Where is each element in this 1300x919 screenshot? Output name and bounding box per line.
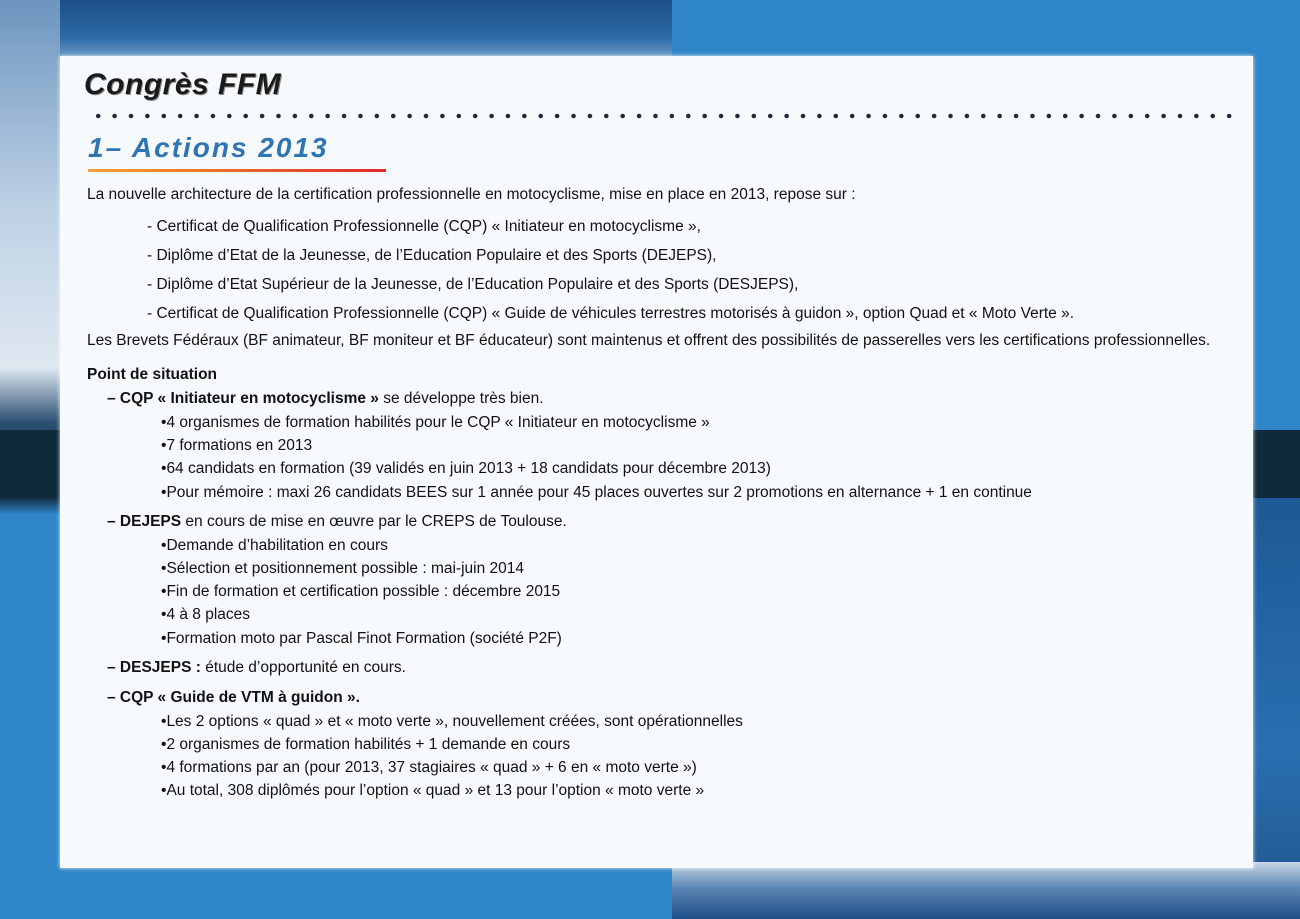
- group-suffix: étude d’opportunité en cours.: [200, 658, 406, 676]
- group-suffix: se développe très bien.: [378, 390, 544, 407]
- list-item: • Les 2 options « quad » et « moto verte », nouvellement créées, sont opérationnelles: [161, 710, 1233, 733]
- list-item: • Demande d’habilitation en cours: [161, 534, 1233, 557]
- background-photo-bottom: [672, 862, 1300, 919]
- group-heading: [107, 686, 1233, 710]
- group-heading: [107, 656, 1233, 680]
- background-photo-top: [0, 0, 672, 62]
- brevets-paragraph: Les Brevets Fédéraux (BF animateur, BF moniteur et BF éducateur) sont maintenus et offrent des possibilités de passerelles vers les certifications professionnelles.: [87, 332, 1211, 349]
- heading-underline: [88, 169, 386, 172]
- list-item: - Certificat de Qualification Professionnelle (CQP) « Initiateur en motocyclisme »,: [147, 212, 1233, 241]
- page-title: Congrès FFM: [84, 68, 282, 101]
- situation-group-desjeps: [107, 656, 1233, 680]
- situation-group-dejeps: [107, 510, 1233, 650]
- content-panel: [60, 56, 1253, 868]
- situation-group-cqp-initiateur: [107, 387, 1233, 504]
- background-band-left: [0, 430, 60, 498]
- situation-group-cqp-guide: [107, 686, 1233, 803]
- list-item: • Fin de formation et certification possible : décembre 2015: [161, 580, 1233, 603]
- dotted-divider: [90, 113, 1240, 119]
- group-label: – CQP « Initiateur en motocyclisme »: [107, 390, 379, 407]
- list-item: • 4 à 8 places: [161, 603, 1233, 626]
- list-item: • Au total, 308 diplômés pour l’option « quad » et 13 pour l’option « moto verte »: [161, 779, 1233, 802]
- body-text: [87, 183, 1233, 803]
- list-item: • 64 candidats en formation (39 validés en juin 2013 + 18 candidats pour décembre 2013): [161, 457, 1233, 480]
- list-item: • 7 formations en 2013: [161, 434, 1233, 457]
- group-label: – CQP « Guide de VTM à guidon ».: [107, 688, 360, 706]
- group-suffix: en cours de mise en œuvre par le CREPS de Toulouse.: [181, 512, 567, 530]
- list-item: • Sélection et positionnement possible : mai-juin 2014: [161, 557, 1233, 580]
- group-label: – DESJEPS :: [107, 658, 201, 676]
- bullet-list: [107, 534, 1233, 650]
- bullet-list: [107, 411, 1233, 504]
- group-label: – DEJEPS: [107, 512, 182, 530]
- certification-list: [87, 212, 1233, 328]
- list-item: - Certificat de Qualification Professionnelle (CQP) « Guide de véhicules terrestres motorisés à guidon », option Quad et « Moto Verte ».: [147, 299, 1233, 328]
- list-item: - Diplôme d’Etat de la Jeunesse, de l’Education Populaire et des Sports (DEJEPS),: [147, 241, 1233, 270]
- list-item: • 4 formations par an (pour 2013, 37 stagiaires « quad » + 6 en « moto verte »): [161, 756, 1233, 779]
- group-heading: [107, 510, 1233, 534]
- list-item: - Diplôme d’Etat Supérieur de la Jeunesse, de l’Education Populaire et des Sports (DESJEPS),: [147, 270, 1233, 299]
- list-item: • 2 organismes de formation habilités + 1 demande en cours: [161, 733, 1233, 756]
- situation-title: Point de situation: [87, 366, 218, 383]
- intro-paragraph: La nouvelle architecture de la certification professionnelle en motocyclisme, mise en place en 2013, repose sur :: [87, 186, 856, 203]
- list-item: • Pour mémoire : maxi 26 candidats BEES sur 1 année pour 45 places ouvertes sur 2 promotions en alternance + 1 en continue: [161, 481, 1233, 504]
- group-heading: [107, 387, 1233, 411]
- bullet-list: [107, 710, 1233, 803]
- section-heading: 1– Actions 2013: [88, 132, 329, 163]
- list-item: • 4 organismes de formation habilités pour le CQP « Initiateur en motocyclisme »: [161, 411, 1233, 434]
- list-item: • Formation moto par Pascal Finot Formation (société P2F): [161, 627, 1233, 650]
